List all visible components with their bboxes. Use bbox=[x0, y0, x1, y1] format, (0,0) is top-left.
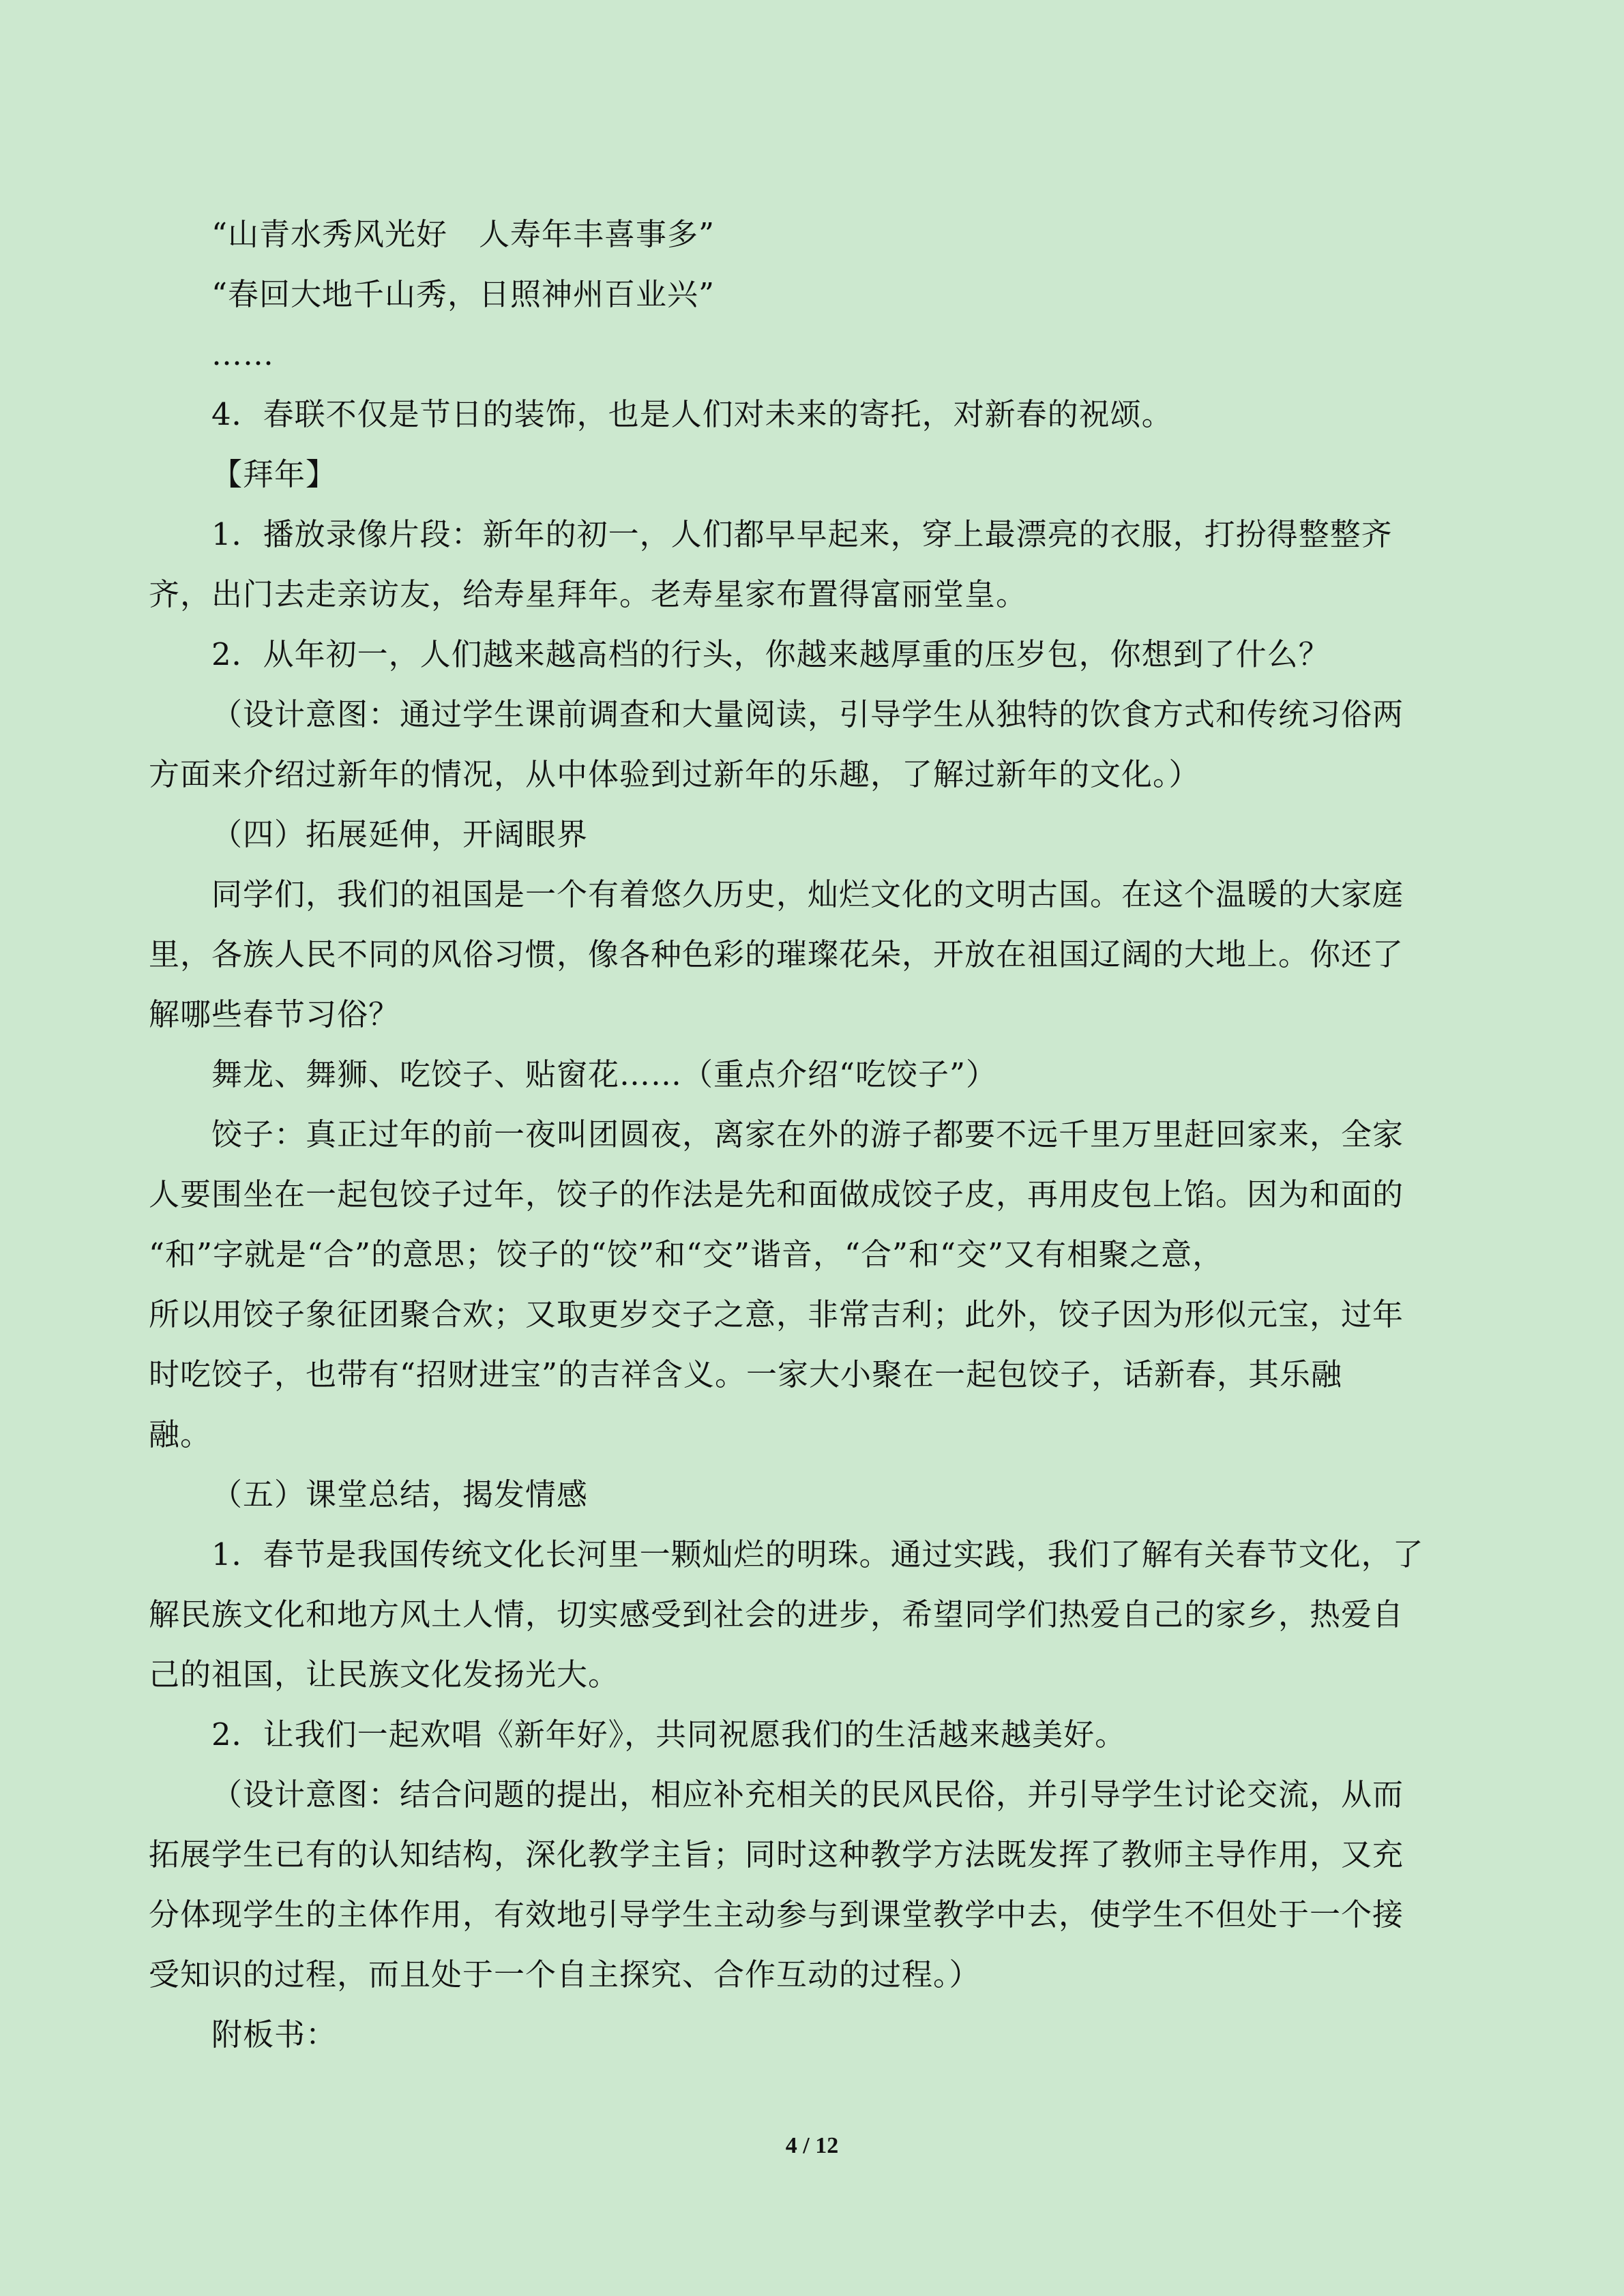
text-line: 附板书： bbox=[211, 2016, 338, 2053]
text-line: 拓展学生已有的认知结构，深化教学主旨；同时这种教学方法既发挥了教师主导作用，又充 bbox=[149, 1836, 1404, 1873]
text-line: 里，各族人民不同的风俗习惯，像各种色彩的璀璨花朵，开放在祖国辽阔的大地上。你还了 bbox=[149, 936, 1404, 972]
text-line: 舞龙、舞狮、吃饺子、贴窗花……（重点介绍“吃饺子”） bbox=[211, 1056, 998, 1092]
text-line: 己的祖国，让民族文化发扬光大。 bbox=[149, 1656, 620, 1693]
text-line: 解民族文化和地方风土人情，切实感受到社会的进步，希望同学们热爱自己的家乡，热爱自 bbox=[149, 1596, 1404, 1632]
page-number: 4 / 12 bbox=[785, 2133, 839, 2158]
text-line: 解哪些春节习俗？ bbox=[149, 996, 400, 1032]
document-body bbox=[149, 205, 1475, 2065]
text-line: 1．春节是我国传统文化长河里一颗灿烂的明珠。通过实践，我们了解有关春节文化，了 bbox=[211, 1536, 1424, 1572]
text-line: （设计意图：结合问题的提出，相应补充相关的民风民俗，并引导学生讨论交流，从而 bbox=[211, 1776, 1404, 1813]
text-line: 2．让我们一起欢唱《新年好》，共同祝愿我们的生活越来越美好。 bbox=[211, 1716, 1127, 1753]
text-line: 时吃饺子，也带有“招财进宝”的吉祥含义。一家大小聚在一起包饺子，话新春，其乐融 bbox=[149, 1356, 1343, 1392]
text-line: 4．春联不仅是节日的装饰，也是人们对未来的寄托，对新春的祝颂。 bbox=[211, 396, 1173, 432]
text-line: 所以用饺子象征团聚合欢；又取更岁交子之意，非常吉利；此外，饺子因为形似元宝，过年 bbox=[149, 1296, 1404, 1332]
text-line: “山青水秀风光好 人寿年丰喜事多” bbox=[211, 216, 715, 252]
text-line: 分体现学生的主体作用，有效地引导学生主动参与到课堂教学中去，使学生不但处于一个接 bbox=[149, 1896, 1404, 1933]
text-line: “春回大地千山秀，日照神州百业兴” bbox=[211, 276, 715, 312]
text-line: 方面来介绍过新年的情况，从中体验到过新年的乐趣，了解过新年的文化。） bbox=[149, 756, 1200, 792]
text-line: 齐，出门去走亲访友，给寿星拜年。老寿星家布置得富丽堂皇。 bbox=[149, 576, 1028, 612]
text-line: 人要围坐在一起包饺子过年，饺子的作法是先和面做成饺子皮，再用皮包上馅。因为和面的 bbox=[149, 1176, 1404, 1212]
text-line: …… bbox=[211, 336, 274, 372]
text-line: 融。 bbox=[149, 1416, 212, 1452]
text-line: 2．从年初一，人们越来越高档的行头，你越来越厚重的压岁包，你想到了什么？ bbox=[211, 636, 1330, 672]
section-heading: 【拜年】 bbox=[211, 456, 338, 492]
text-line: 饺子：真正过年的前一夜叫团圆夜，离家在外的游子都要不远千里万里赶回家来，全家 bbox=[211, 1116, 1404, 1152]
section-heading: （四）拓展延伸，开阔眼界 bbox=[211, 816, 589, 852]
text-line: （设计意图：通过学生课前调查和大量阅读，引导学生从独特的饮食方式和传统习俗两 bbox=[211, 696, 1404, 732]
text-line: 同学们，我们的祖国是一个有着悠久历史，灿烂文化的文明古国。在这个温暖的大家庭 bbox=[211, 876, 1404, 912]
text-line: 受知识的过程，而且处于一个自主探究、合作互动的过程。） bbox=[149, 1956, 981, 1993]
text-line: “和”字就是“合”的意思；饺子的“饺”和“交”谐音，“合”和“交”又有相聚之意， bbox=[149, 1236, 1224, 1272]
section-heading: （五）课堂总结，揭发情感 bbox=[211, 1476, 589, 1512]
text-line: 1．播放录像片段：新年的初一，人们都早早起来，穿上最漂亮的衣服，打扮得整整齐 bbox=[211, 516, 1393, 552]
